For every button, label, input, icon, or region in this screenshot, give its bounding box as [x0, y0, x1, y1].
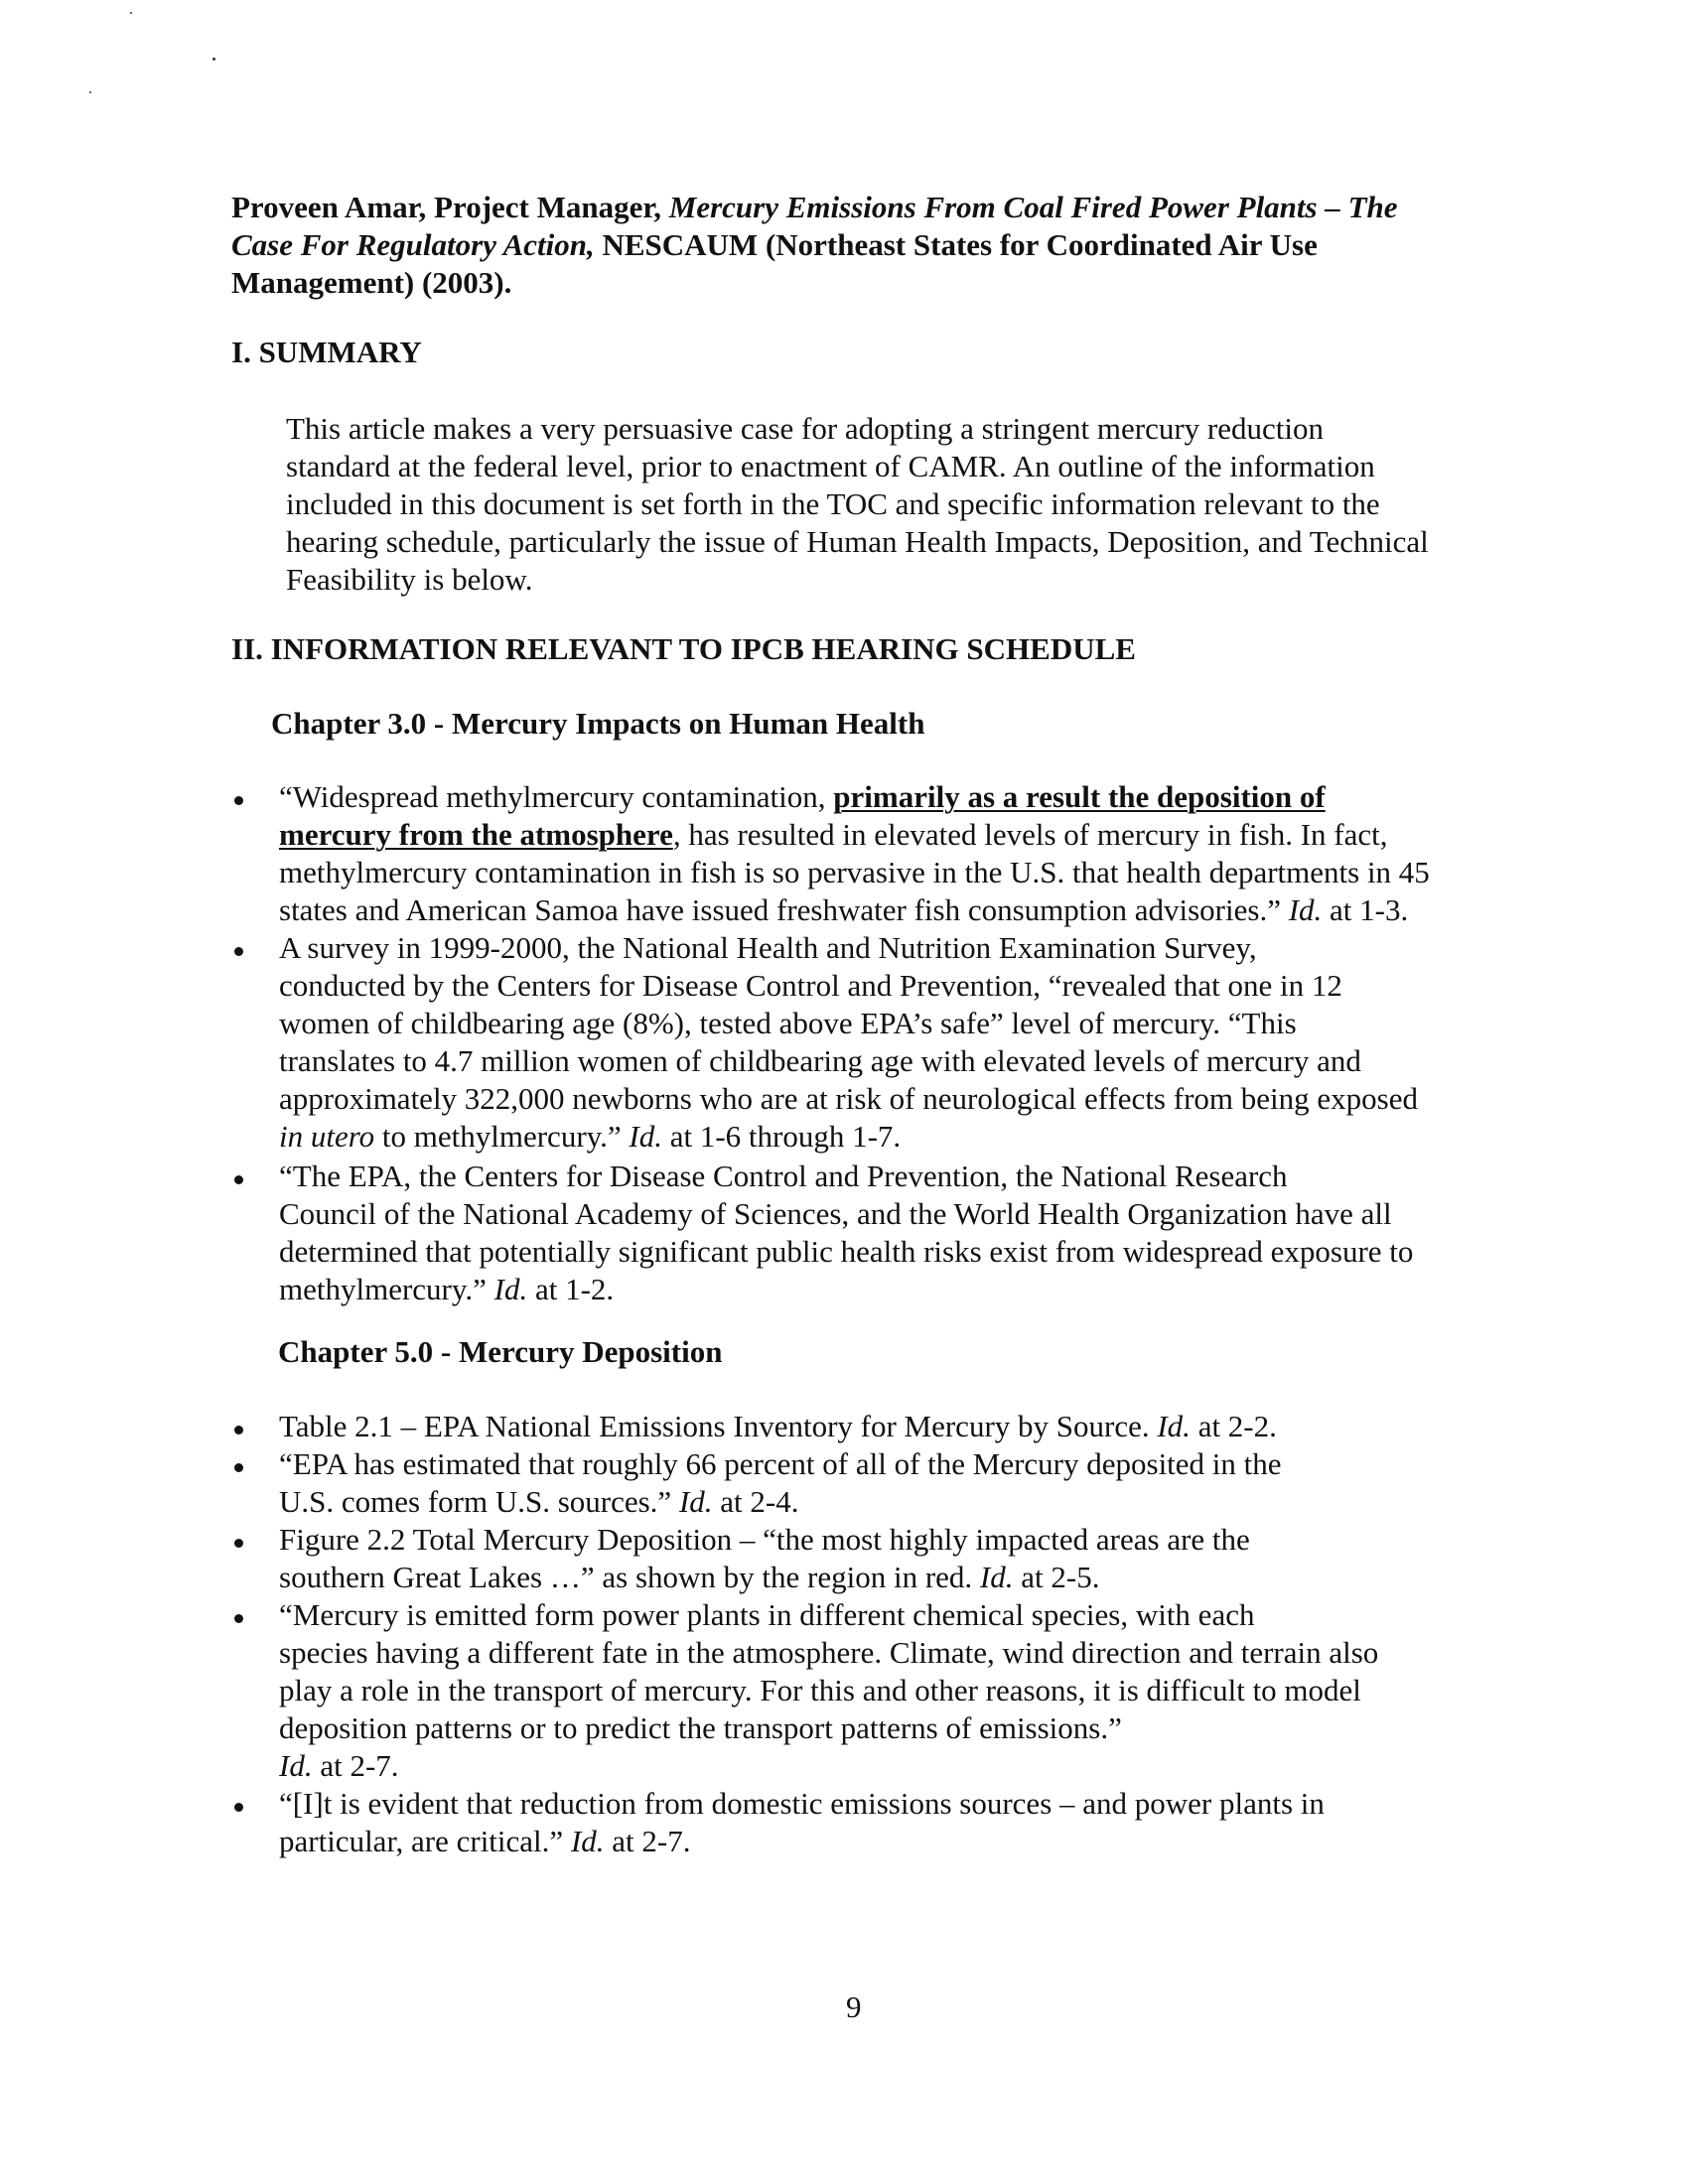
text-run: at 2-7.	[312, 1748, 399, 1783]
text-run: “Mercury is emitted form power plants in different chemical species, with each	[279, 1597, 1255, 1632]
text-run: translates to 4.7 million women of childbearing age with elevated levels of mercury and	[279, 1043, 1361, 1078]
chapter5-bullet-5	[279, 1785, 1325, 1860]
summary-line: This article makes a very persuasive case for adopting a stringent mercury reduction	[286, 411, 1324, 446]
text-run: to methylmercury.”	[374, 1119, 630, 1154]
citation-publisher: NESCAUM (Northeast States for Coordinated Air Use	[594, 227, 1318, 262]
citation-id: Id.	[570, 1824, 605, 1858]
text-run: methylmercury contamination in fish is so pervasive in the U.S. that health departments in 45	[279, 855, 1430, 889]
text-run: southern Great Lakes …” as shown by the region in red.	[279, 1560, 980, 1594]
text-run: at 2-5.	[1013, 1560, 1100, 1594]
bullet-icon	[234, 1463, 243, 1472]
bullet-icon	[234, 796, 243, 805]
text-run: play a role in the transport of mercury. For this and other reasons, it is difficult to model	[279, 1673, 1361, 1707]
citation-id: Id.	[1288, 892, 1323, 927]
text-run: at 2-4.	[712, 1484, 799, 1519]
citation-id: Id.	[1157, 1409, 1191, 1443]
chapter3-bullet-2	[279, 929, 1418, 1156]
section2-heading: II. INFORMATION RELEVANT TO IPCB HEARING SCHEDULE	[231, 631, 1136, 666]
text-run: at 1-3.	[1322, 892, 1409, 927]
bullet-icon	[234, 947, 243, 956]
citation-author: Proveen Amar, Project Manager,	[231, 190, 669, 224]
chapter5-bullet-1	[279, 1408, 1277, 1445]
text-run: U.S. comes form U.S. sources.”	[279, 1484, 679, 1519]
citation-title-cont: Case For Regulatory Action,	[231, 227, 595, 262]
text-run: “[I]t is evident that reduction from domestic emissions sources – and power plants in	[279, 1786, 1325, 1821]
citation-publisher-cont: Management) (2003).	[231, 265, 512, 300]
summary-paragraph	[286, 410, 1429, 599]
chapter3-bullet-3	[279, 1158, 1413, 1308]
chapter5-bullet-3	[279, 1521, 1250, 1596]
chapter3-bullet-1	[279, 778, 1430, 929]
citation	[231, 189, 1398, 302]
text-run: at 1-2.	[527, 1272, 615, 1306]
summary-line: hearing schedule, particularly the issue of Human Health Impacts, Deposition, and Technical	[286, 524, 1429, 559]
text-run: methylmercury.”	[279, 1272, 494, 1306]
chapter5-heading: Chapter 5.0 - Mercury Deposition	[278, 1334, 723, 1369]
scan-speck	[130, 12, 132, 14]
page-number: 9	[846, 1989, 862, 2024]
bullet-icon	[234, 1175, 243, 1184]
text-run: states and American Samoa have issued freshwater fish consumption advisories.”	[279, 892, 1289, 927]
text-run: Table 2.1 – EPA National Emissions Inventory for Mercury by Source.	[279, 1409, 1158, 1443]
text-run: determined that potentially significant public health risks exist from widespread exposure to	[279, 1234, 1414, 1269]
emphasis-text: primarily as a result the deposition of	[833, 779, 1326, 814]
citation-id: Id.	[629, 1119, 662, 1154]
summary-line: included in this document is set forth in the TOC and specific information relevant to the	[286, 486, 1380, 521]
text-run: “The EPA, the Centers for Disease Control and Prevention, the National Research	[279, 1159, 1288, 1193]
bullet-icon	[234, 1539, 243, 1548]
scan-speck	[212, 58, 215, 61]
text-run: at 1-6 through 1-7.	[661, 1119, 902, 1154]
citation-id: Id.	[678, 1484, 713, 1519]
text-run: approximately 322,000 newborns who are at risk of neurological effects from being exposed	[279, 1081, 1418, 1116]
text-run: deposition patterns or to predict the transport patterns of emissions.”	[279, 1710, 1122, 1745]
text-run: particular, are critical.”	[279, 1824, 571, 1858]
latin-term: in utero	[279, 1119, 375, 1154]
text-run: species having a different fate in the atmosphere. Climate, wind direction and terrain also	[279, 1635, 1379, 1670]
text-run: A survey in 1999-2000, the National Health and Nutrition Examination Survey,	[279, 930, 1257, 965]
scan-speck	[89, 91, 91, 93]
text-run: at 2-7.	[604, 1824, 691, 1858]
text-run: at 2-2.	[1190, 1409, 1277, 1443]
chapter3-heading: Chapter 3.0 - Mercury Impacts on Human Health	[271, 706, 925, 741]
text-run: Figure 2.2 Total Mercury Deposition – “the most highly impacted areas are the	[279, 1522, 1250, 1557]
citation-id: Id.	[979, 1560, 1014, 1594]
text-run: “EPA has estimated that roughly 66 percent of all of the Mercury deposited in the	[279, 1446, 1282, 1481]
bullet-icon	[234, 1426, 243, 1434]
summary-line: standard at the federal level, prior to enactment of CAMR. An outline of the information	[286, 449, 1375, 483]
summary-line: Feasibility is below.	[286, 562, 533, 597]
text-run: conducted by the Centers for Disease Control and Prevention, “revealed that one in 12	[279, 968, 1342, 1003]
citation-id: Id.	[279, 1748, 313, 1783]
bullet-icon	[234, 1614, 243, 1623]
chapter5-bullet-2	[279, 1445, 1282, 1521]
citation-id: Id.	[493, 1272, 528, 1306]
text-run: “Widespread methylmercury contamination,	[279, 779, 834, 814]
text-run: Council of the National Academy of Sciences, and the World Health Organization have all	[279, 1196, 1392, 1231]
chapter5-bullet-4	[279, 1596, 1378, 1785]
bullet-icon	[234, 1803, 243, 1812]
summary-heading: I. SUMMARY	[231, 335, 422, 369]
citation-title: Mercury Emissions From Coal Fired Power Plants – The	[668, 190, 1398, 224]
text-run: women of childbearing age (8%), tested above EPA’s safe” level of mercury. “This	[279, 1006, 1297, 1040]
emphasis-text: mercury from the atmosphere	[279, 817, 673, 852]
text-run: , has resulted in elevated levels of mercury in fish. In fact,	[672, 817, 1388, 852]
